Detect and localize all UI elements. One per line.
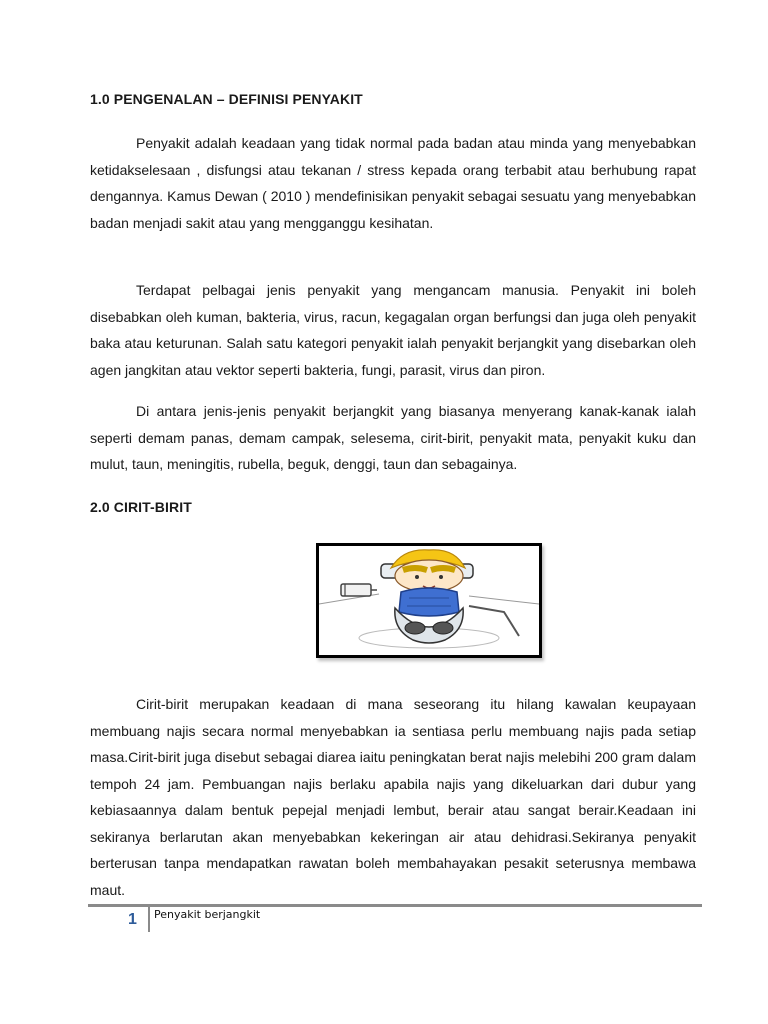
person-on-toilet-icon bbox=[319, 546, 539, 655]
section-1-paragraph-3: Di antara jenis-jenis penyakit berjangkit yang biasanya menyerang kanak-kanak ialah seperti demam panas, demam campak, selesema, cirit-birit, penyakit mata, penyakit kuku dan mulut, taun, meningitis, rubella, beguk, denggi, taun dan sebagainya. bbox=[90, 403, 696, 472]
section-1-paragraph-2: Terdapat pelbagai jenis penyakit yang mengancam manusia. Penyakit ini boleh disebabkan oleh kuman, bakteria, virus, racun, kegagalan organ berfungsi dan juga oleh penyakit baka atau keturunan. Salah satu kategori penyakit ialah penyakit berjangkit yang disebarkan oleh agen jangkitan atau vektor seperti bakteria, fungi, parasit, virus dan piron. bbox=[90, 282, 696, 378]
footer-rule bbox=[88, 904, 702, 907]
footer-separator bbox=[148, 906, 150, 932]
diarrhea-illustration bbox=[316, 543, 542, 658]
page-number: 1 bbox=[128, 911, 137, 928]
section-1-paragraph-1: Penyakit adalah keadaan yang tidak normal pada badan atau minda yang menyebabkan ketidakselesaan , disfungsi atau tekanan / stress kepada orang terbabit atau berhubung rapat dengannya. Kamus Dewan ( 2010 ) mendefinisikan penyakit sebagai sesuatu yang menyebabkan badan menjadi sakit atau yang mengganggu kesihatan. bbox=[90, 135, 696, 231]
running-title: Penyakit berjangkit bbox=[154, 908, 261, 921]
section-2-heading: 2.0 CIRIT-BIRIT bbox=[90, 499, 192, 515]
section-1-heading: 1.0 PENGENALAN – DEFINISI PENYAKIT bbox=[90, 91, 363, 107]
section-2-paragraph: Cirit-birit merupakan keadaan di mana seseorang itu hilang kawalan keupayaan membuang najis secara normal menyebabkan ia sentiasa perlu membuang najis pada setiap masa.Cirit-birit juga disebut sebagai diarea iaitu peningkatan berat najis melebihi 200 gram dalam tempoh 24 jam. Pembuangan najis berlaku apabila najis yang dikeluarkan dari dubur yang kebiasaannya dalam bentuk pepejal menjadi lembut, berair atau sangat berair.Keadaan ini sekiranya berlarutan akan menyebabkan kekeringan air atau dehidrasi.Sekiranya penyakit berterusan tanpa mendapatkan rawatan boleh membahayakan pesakit seterusnya membawa maut. bbox=[90, 696, 696, 898]
